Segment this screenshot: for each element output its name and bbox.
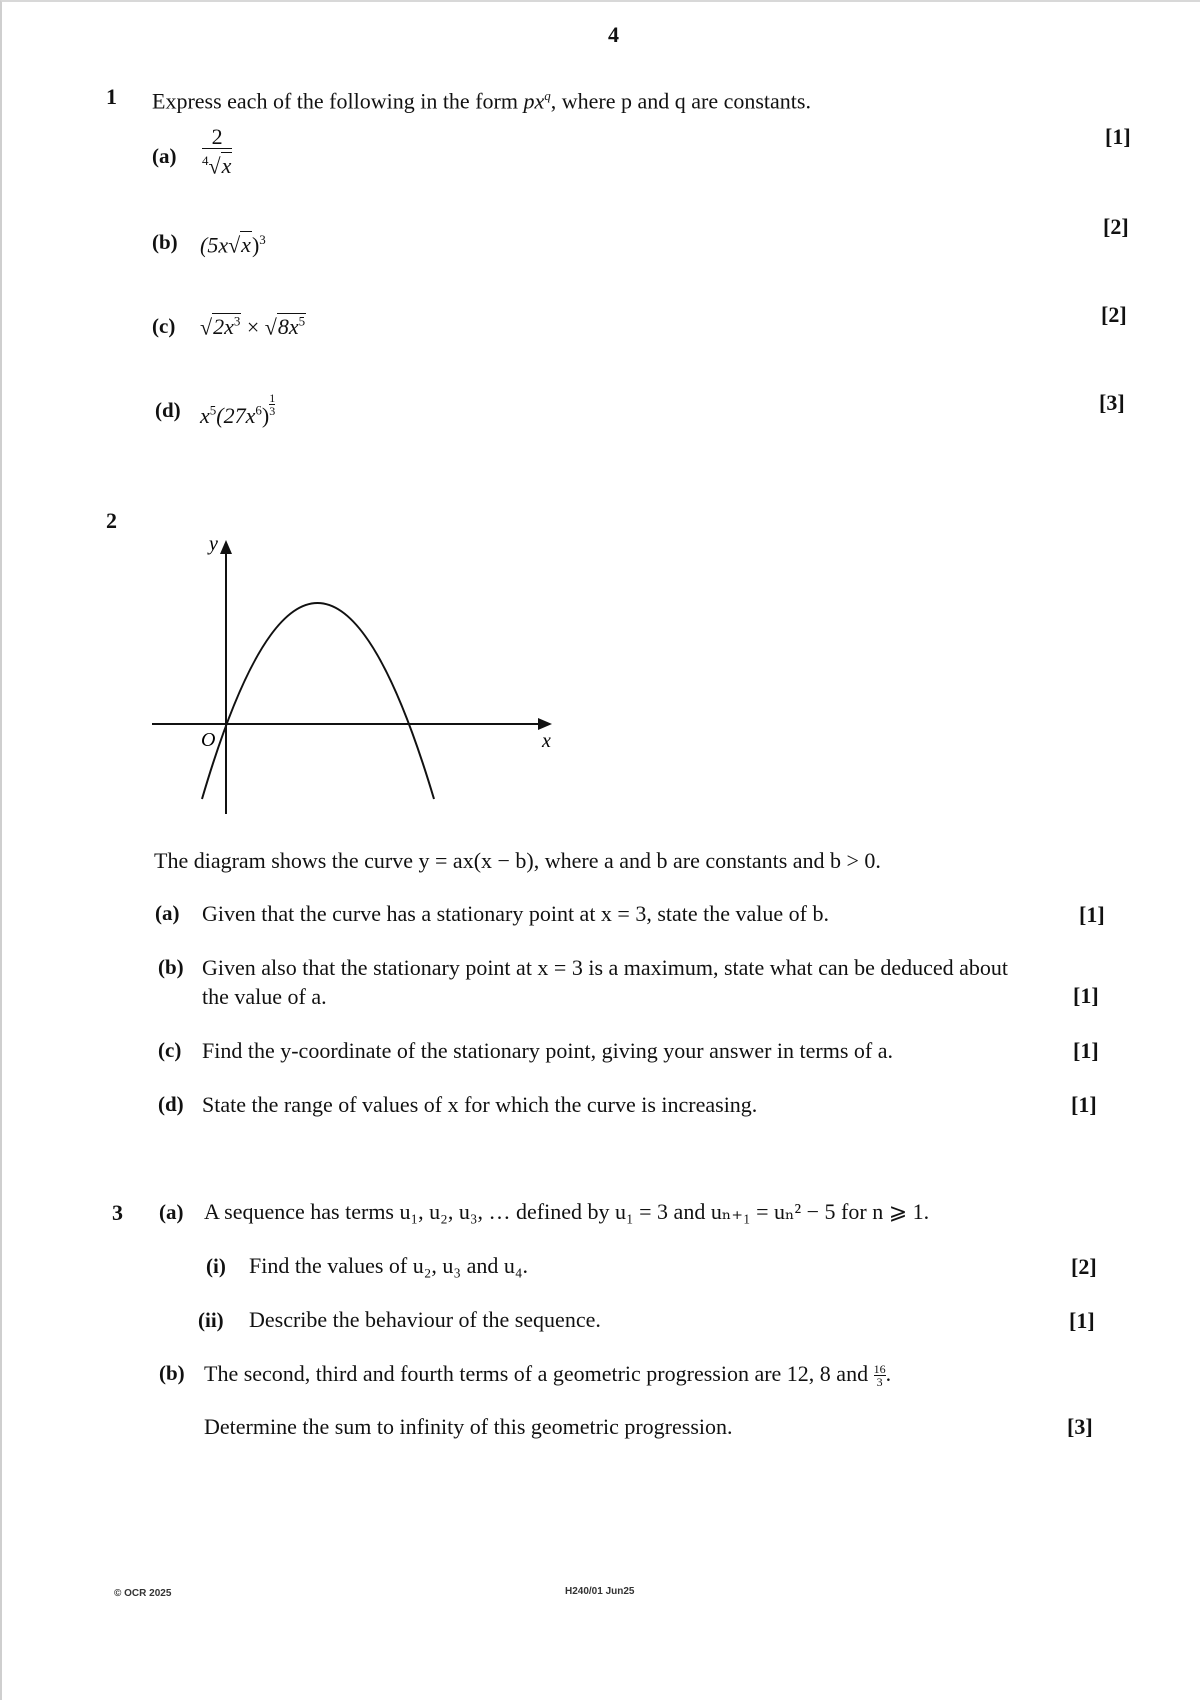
q2b-text-line-2: the value of a. bbox=[202, 984, 327, 1009]
q2a-label: (a) bbox=[155, 901, 180, 925]
y-axis-arrow-icon bbox=[220, 540, 232, 554]
question-3-number: 3 bbox=[112, 1200, 123, 1225]
q3ai-label: (i) bbox=[206, 1254, 226, 1278]
parabola-curve bbox=[202, 603, 434, 799]
q1d-frac-num: 1 bbox=[269, 391, 276, 405]
q1d-base: x bbox=[200, 403, 210, 428]
q2c-mark: [1] bbox=[1073, 1038, 1099, 1063]
question-2-description: The diagram shows the curve y = ax(x − b), where a and b are constants and b > 0. bbox=[154, 848, 881, 873]
q3b-text-end: . bbox=[885, 1361, 892, 1386]
q1d-label: (d) bbox=[155, 398, 181, 422]
y-axis-label: y bbox=[209, 533, 218, 555]
q1c-expression: $√2x^3 \times √8x^5$ bbox=[200, 314, 306, 340]
q2d-text: State the range of values of x for which the curve is increasing. bbox=[202, 1092, 758, 1117]
q1b-label: (b) bbox=[152, 230, 178, 254]
q3aii-text: Describe the behaviour of the sequence. bbox=[249, 1307, 601, 1332]
footer-paper-code: H240/01 Jun25 bbox=[565, 1586, 635, 1597]
q3b-text bbox=[204, 1360, 891, 1388]
q3ai-text: Find the values of u₂, u₃ and u₄. bbox=[249, 1253, 529, 1278]
q2b-text: Given also that the stationary point at x = 3 is a maximum, state what can be deduced about bbox=[202, 955, 1009, 980]
intro-suffix: , where p and q are constants. bbox=[550, 88, 811, 114]
page-number: 4 bbox=[608, 22, 619, 47]
footer-copyright: © OCR 2025 bbox=[114, 1588, 172, 1599]
q3b-mark: [3] bbox=[1067, 1414, 1093, 1439]
q1d-close: ) bbox=[261, 403, 270, 428]
q1c-label: (c) bbox=[152, 314, 176, 338]
q3b-frac-num: 16 bbox=[873, 1362, 886, 1377]
q1d-mark: [3] bbox=[1099, 390, 1125, 415]
q3aii-label: (ii) bbox=[198, 1308, 224, 1332]
q1a-expression: $\frac{2}{^4√x}$ bbox=[202, 124, 232, 179]
origin-label: O bbox=[201, 729, 216, 751]
q2c-label: (c) bbox=[158, 1038, 182, 1062]
q2c-text: Find the y-coordinate of the stationary point, giving your answer in terms of a. bbox=[202, 1038, 894, 1063]
q1a-mark: [1] bbox=[1105, 124, 1131, 149]
q1c-mark: [2] bbox=[1101, 302, 1127, 327]
intro-q: q bbox=[544, 88, 551, 103]
q1a-radicand: x bbox=[221, 153, 232, 179]
q2a-mark: [1] bbox=[1079, 902, 1105, 927]
x-axis-arrow-icon bbox=[538, 718, 552, 730]
q1c-power-1: 3 bbox=[233, 314, 241, 329]
q1b-power: 3 bbox=[259, 232, 266, 247]
q1a-numerator: 2 bbox=[202, 126, 232, 149]
q1b-radicand: x bbox=[241, 232, 251, 258]
q1c-times: × bbox=[241, 314, 265, 340]
q2b-mark: [1] bbox=[1073, 983, 1099, 1008]
q3a-label: (a) bbox=[159, 1200, 184, 1224]
q1b-expr-a: (5x bbox=[200, 232, 229, 258]
intro-prefix: Express each of the following in the form bbox=[152, 88, 524, 114]
q3b-text-line-2: Determine the sum to infinity of this geometric progression. bbox=[204, 1414, 733, 1439]
x-axis-label: x bbox=[542, 730, 551, 752]
q1b-mark: [2] bbox=[1103, 214, 1129, 239]
question-2-number: 2 bbox=[106, 508, 117, 533]
question-1-number: 1 bbox=[106, 84, 117, 109]
q1d-frac-den: 3 bbox=[269, 404, 276, 418]
q1c-radicand-1: 2x bbox=[213, 314, 234, 340]
q1d-expression bbox=[200, 392, 275, 430]
q1b-expression: $(5x√x)^3$ bbox=[200, 232, 266, 258]
q3a-text: A sequence has terms u₁, u₂, u₃, … defined by u₁ = 3 and uₙ₊₁ = uₙ² − 5 for n ⩾ 1. bbox=[204, 1199, 930, 1224]
q3ai-mark: [2] bbox=[1071, 1254, 1097, 1279]
question-1-intro bbox=[152, 82, 811, 115]
q2b-label: (b) bbox=[158, 955, 184, 979]
curve-diagram bbox=[142, 532, 562, 822]
q1a-label: (a) bbox=[152, 144, 177, 168]
q1c-radicand-2: 8x bbox=[277, 314, 299, 340]
q1a-root-index: 4 bbox=[202, 153, 209, 168]
q3aii-mark: [1] bbox=[1069, 1308, 1095, 1333]
q2d-label: (d) bbox=[158, 1092, 184, 1116]
q1d-base-power: 5 bbox=[209, 402, 217, 418]
intro-px: px bbox=[523, 88, 545, 114]
q3b-text-main: The second, third and fourth terms of a geometric progression are 12, 8 and bbox=[204, 1361, 869, 1386]
q1d-inner-power: 6 bbox=[255, 402, 262, 418]
q3b-label: (b) bbox=[159, 1361, 185, 1385]
q3b-frac-den: 3 bbox=[876, 1375, 883, 1390]
q1d-inner: (27x bbox=[216, 403, 256, 428]
q1b-expr-b: ) bbox=[251, 232, 260, 258]
q1c-power-2: 5 bbox=[298, 314, 306, 329]
q2d-mark: [1] bbox=[1071, 1092, 1097, 1117]
q2a-text: Given that the curve has a stationary point at x = 3, state the value of b. bbox=[202, 901, 829, 926]
